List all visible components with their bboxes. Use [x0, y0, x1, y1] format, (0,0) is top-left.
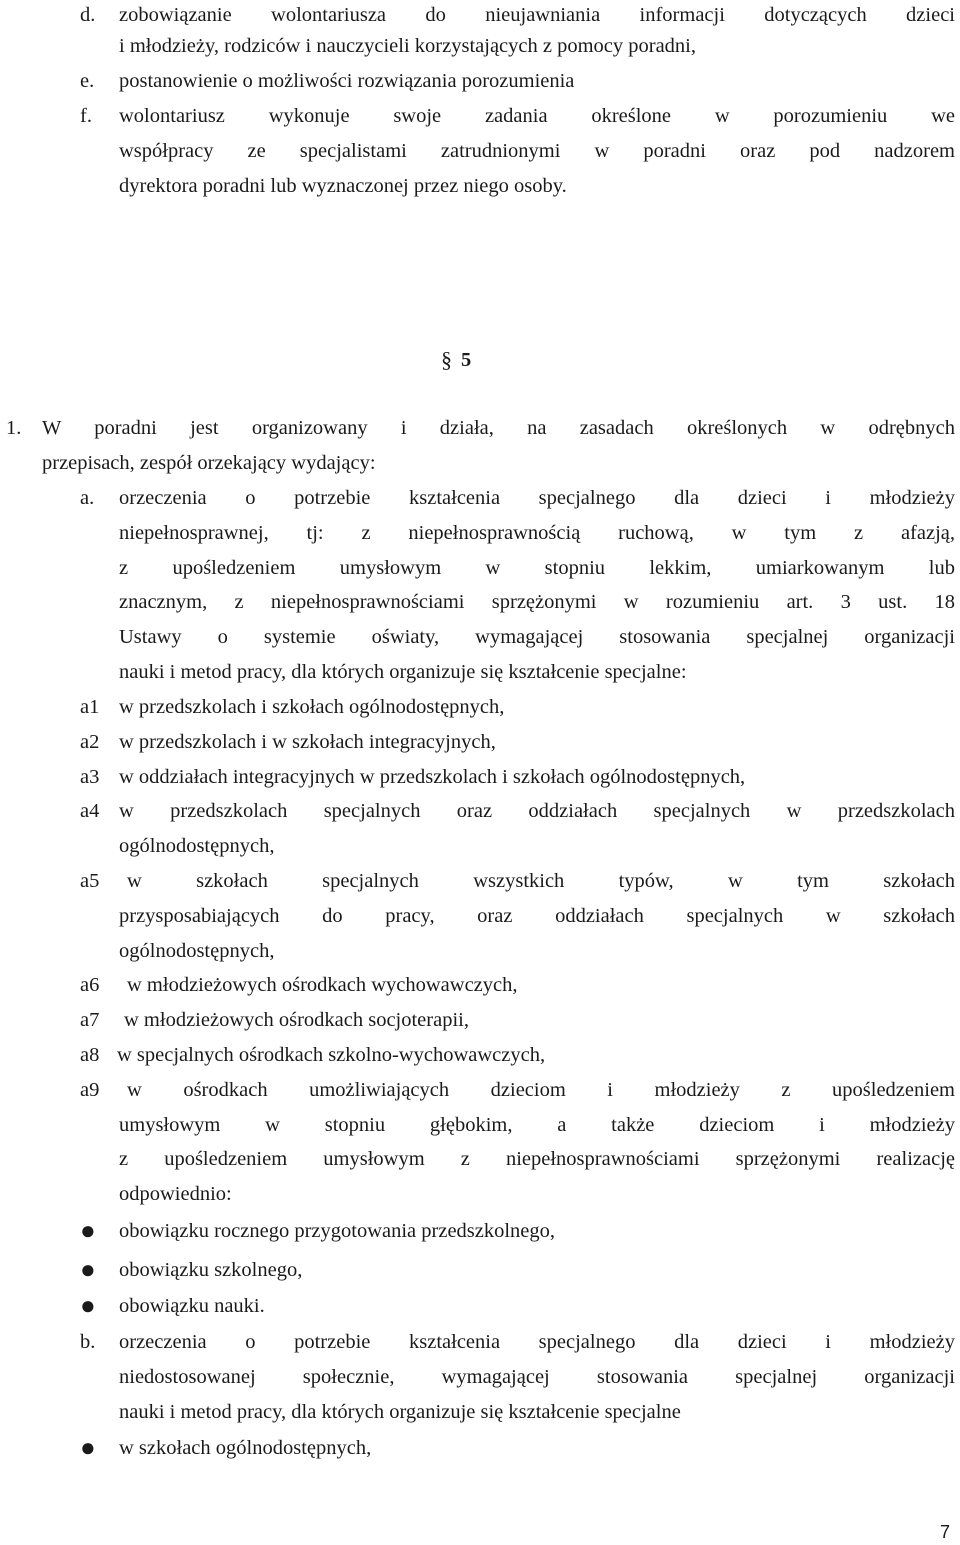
text-line: Ustawy o systemie oświaty, wymagającej stosowania specjalnej organizacji — [119, 626, 955, 648]
point-marker: 1. — [6, 417, 22, 439]
text-line: umysłowym w stopniu głębokim, a także dzieciom i młodzieży — [119, 1114, 955, 1136]
text-line: w szkołach specjalnych wszystkich typów, w tym szkołach — [127, 870, 955, 892]
list-marker: a7 — [80, 1009, 100, 1031]
text-line: znacznym, z niepełnosprawnościami sprzężonymi w rozumieniu art. 3 ust. 18 — [119, 591, 955, 613]
page-number: 7 — [940, 1522, 951, 1542]
text-line: w przedszkolach specjalnych oraz oddziałach specjalnych w przedszkolach — [119, 800, 955, 822]
list-marker: a4 — [80, 800, 100, 822]
bullet-icon: ● — [80, 1255, 96, 1284]
text-line: przepisach, zespół orzekający wydający: — [42, 452, 376, 474]
text-line: obowiązku szkolnego, — [119, 1259, 303, 1281]
list-marker: a2 — [80, 731, 100, 753]
text-line: W poradni jest organizowany i działa, na zasadach określonych w odrębnych — [42, 417, 955, 439]
text-line: orzeczenia o potrzebie kształcenia specjalnego dla dzieci i młodzieży — [119, 1331, 955, 1353]
text-line: i młodzieży, rodziców i nauczycieli korzystających z pomocy poradni, — [119, 35, 697, 57]
text-line: obowiązku nauki. — [119, 1295, 265, 1317]
text-line: w młodzieżowych ośrodkach wychowawczych, — [127, 974, 518, 996]
text-line: w ośrodkach umożliwiających dzieciom i młodzieży z upośledzeniem — [127, 1079, 955, 1101]
list-marker: a8 — [80, 1044, 100, 1066]
section-number: 5 — [461, 349, 472, 371]
text-line: w szkołach ogólnodostępnych, — [119, 1437, 372, 1459]
text-line: z upośledzeniem umysłowym w stopniu lekkim, umiarkowanym lub — [119, 557, 955, 579]
text-line: dyrektora poradni lub wyznaczonej przez niego osoby. — [119, 175, 567, 197]
bullet-icon: ● — [80, 1433, 96, 1462]
text-line: współpracy ze specjalistami zatrudnionymi w poradni oraz pod nadzorem — [119, 140, 955, 162]
text-line: ogólnodostępnych, — [119, 940, 275, 962]
list-marker: a9 — [80, 1079, 100, 1101]
text-line: nauki i metod pracy, dla których organizuje się kształcenie specjalne — [119, 1401, 681, 1423]
text-line: w oddziałach integracyjnych w przedszkolach i szkołach ogólnodostępnych, — [119, 766, 746, 788]
text-line: w młodzieżowych ośrodkach socjoterapii, — [124, 1009, 469, 1031]
text-line: wolontariusz wykonuje swoje zadania określone w porozumieniu we — [119, 105, 955, 127]
text-line: ogólnodostępnych, — [119, 835, 275, 857]
text-line: niepełnosprawnej, tj: z niepełnosprawnością ruchową, w tym z afazją, — [119, 522, 955, 544]
list-marker: e. — [80, 70, 95, 92]
text-line: orzeczenia o potrzebie kształcenia specjalnego dla dzieci i młodzieży — [119, 487, 955, 509]
list-marker: f. — [80, 105, 92, 127]
text-line: przysposabiających do pracy, oraz oddziałach specjalnych w szkołach — [119, 905, 955, 927]
text-line: obowiązku rocznego przygotowania przedszkolnego, — [119, 1220, 556, 1242]
bullet-icon: ● — [80, 1216, 96, 1245]
text-line: odpowiednio: — [119, 1183, 232, 1205]
text-line: nauki i metod pracy, dla których organizuje się kształcenie specjalne: — [119, 661, 687, 683]
text-line: zobowiązanie wolontariusza do nieujawniania informacji dotyczących dzieci — [119, 4, 955, 26]
list-marker: a1 — [80, 696, 100, 718]
text-line: postanowienie o możliwości rozwiązania porozumienia — [119, 70, 575, 92]
list-marker: a. — [80, 487, 95, 509]
list-marker: a5 — [80, 870, 100, 892]
text-line: w specjalnych ośrodkach szkolno-wychowawczych, — [117, 1044, 546, 1066]
list-marker: b. — [80, 1331, 96, 1353]
list-marker: a3 — [80, 766, 100, 788]
list-marker: a6 — [80, 974, 100, 996]
text-line: niedostosowanej społecznie, wymagającej stosowania specjalnej organizacji — [119, 1366, 955, 1388]
section-symbol: § — [441, 347, 452, 372]
text-line: w przedszkolach i w szkołach integracyjnych, — [119, 731, 496, 753]
list-marker: d. — [80, 4, 96, 26]
bullet-icon: ● — [80, 1291, 96, 1320]
text-line: w przedszkolach i szkołach ogólnodostępnych, — [119, 696, 505, 718]
text-line: z upośledzeniem umysłowym z niepełnosprawnościami sprzężonymi realizację — [119, 1148, 955, 1170]
